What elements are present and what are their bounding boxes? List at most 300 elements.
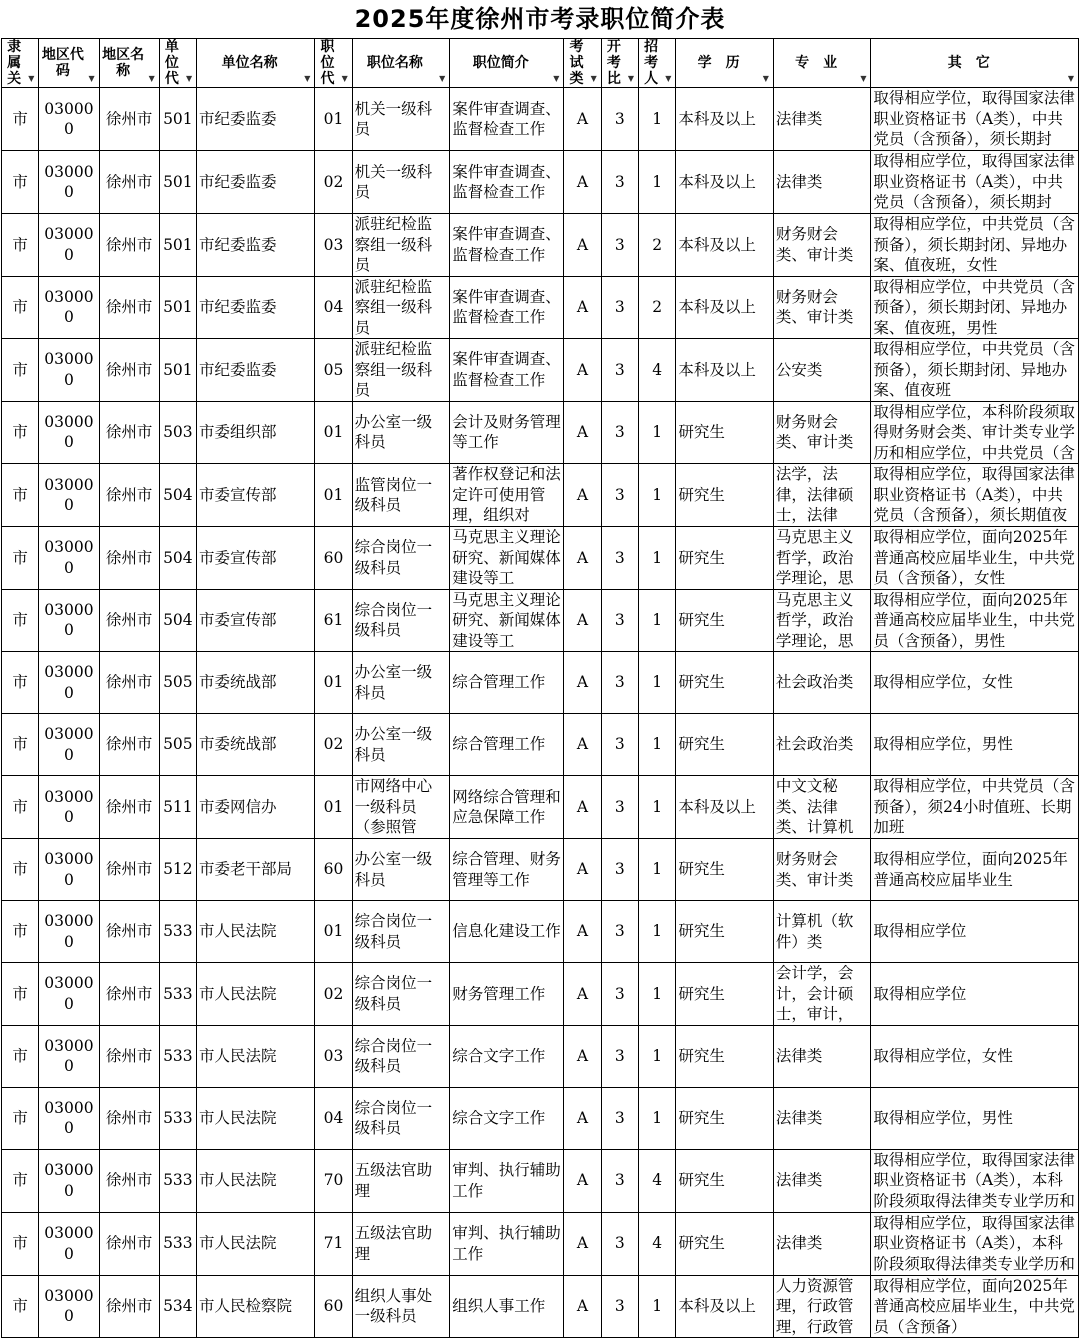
column-header-label: 考试类 bbox=[569, 39, 584, 87]
cell-area_code bbox=[39, 214, 99, 277]
cell-pos_name bbox=[352, 714, 450, 776]
cell-count bbox=[639, 1149, 676, 1212]
cell-count bbox=[639, 1087, 676, 1149]
cell-ratio bbox=[601, 963, 638, 1026]
cell-text: 030000 bbox=[44, 1286, 94, 1326]
cell-text: 505 bbox=[163, 673, 193, 692]
cell-text: 派驻纪检监察组一级科员 bbox=[354, 215, 433, 274]
cell-text: 徐州市 bbox=[105, 984, 153, 1003]
cell-unit_name bbox=[197, 776, 315, 839]
cell-ratio bbox=[601, 276, 638, 339]
column-header-count[interactable] bbox=[639, 39, 676, 88]
filter-dropdown-icon[interactable]: ▼ bbox=[341, 73, 348, 83]
filter-dropdown-icon[interactable]: ▼ bbox=[148, 73, 155, 83]
cell-area_name bbox=[99, 1212, 159, 1275]
cell-area_name bbox=[99, 1087, 159, 1149]
cell-text: 市委宣传部 bbox=[199, 611, 277, 629]
cell-text: 市人民法院 bbox=[199, 1171, 277, 1190]
cell-text: 03 bbox=[323, 235, 344, 254]
cell-text: 3 bbox=[614, 360, 625, 379]
cell-area_code bbox=[39, 589, 99, 652]
cell-text: 研究生 bbox=[678, 1108, 725, 1127]
cell-pos_code bbox=[315, 1025, 352, 1087]
cell-text: 市委统战部 bbox=[199, 735, 277, 754]
cell-ratio bbox=[601, 151, 638, 214]
cell-text: 1 bbox=[652, 548, 663, 567]
cell-text: 市 bbox=[12, 548, 28, 567]
cell-area_name bbox=[99, 589, 159, 652]
cell-ratio bbox=[601, 714, 638, 776]
column-header-label: 职位代 bbox=[320, 39, 335, 87]
cell-education bbox=[676, 401, 774, 464]
cell-major bbox=[773, 776, 871, 839]
cell-major bbox=[773, 1149, 871, 1212]
cell-text: 02 bbox=[323, 172, 344, 191]
cell-major bbox=[773, 527, 871, 590]
cell-area_code bbox=[39, 527, 99, 590]
cell-text: 研究生 bbox=[678, 922, 725, 941]
cell-text: 会计学，会计，会计硕士，审计， bbox=[775, 964, 854, 1023]
cell-text: 030000 bbox=[44, 663, 94, 702]
cell-pos_code bbox=[315, 1087, 352, 1149]
cell-level bbox=[2, 901, 39, 963]
cell-text: 办公室一级科员 bbox=[354, 412, 433, 452]
cell-text: 本科及以上 bbox=[678, 172, 756, 191]
cell-pos_desc bbox=[450, 652, 564, 714]
cell-text: 030000 bbox=[44, 287, 94, 327]
cell-text: 监管岗位一级科员 bbox=[354, 475, 433, 514]
cell-text: 市委网信办 bbox=[199, 797, 277, 816]
cell-text: 市 bbox=[12, 984, 28, 1003]
table-row bbox=[2, 1149, 1079, 1212]
cell-text: 市人民法院 bbox=[199, 1234, 277, 1253]
cell-unit_name bbox=[197, 464, 315, 527]
cell-text: 案件审查调查、监督检查工作 bbox=[452, 99, 561, 138]
cell-text: 3 bbox=[614, 423, 625, 441]
cell-text: 02 bbox=[323, 984, 344, 1003]
cell-pos_desc bbox=[450, 901, 564, 963]
filter-dropdown-icon[interactable]: ▼ bbox=[627, 73, 635, 83]
cell-text: 综合文字工作 bbox=[452, 1046, 546, 1065]
column-header-area_name[interactable] bbox=[99, 39, 159, 88]
cell-pos_desc bbox=[450, 1025, 564, 1087]
cell-area_code bbox=[39, 276, 99, 339]
cell-text: 研究生 bbox=[678, 984, 725, 1003]
cell-text: 030000 bbox=[44, 725, 94, 764]
cell-area_name bbox=[99, 88, 159, 151]
cell-pos_desc bbox=[450, 1275, 564, 1338]
cell-text: 取得相应学位，中共党员（含预备），须长期封闭、异地办案、值夜班 bbox=[873, 340, 1075, 399]
cell-pos_code bbox=[315, 151, 352, 214]
column-header-pos_name[interactable] bbox=[352, 39, 450, 88]
cell-text: 1 bbox=[652, 1046, 663, 1065]
cell-text: 社会政治类 bbox=[775, 673, 854, 692]
cell-text: 人力资源管理，行政管理，行政管 bbox=[775, 1276, 854, 1336]
cell-area_name bbox=[99, 776, 159, 839]
cell-area_name bbox=[99, 1275, 159, 1338]
cell-exam_type bbox=[564, 652, 601, 714]
cell-pos_desc bbox=[450, 214, 564, 277]
column-header-label: 职位简介 bbox=[472, 55, 529, 71]
filter-dropdown-icon[interactable]: ▼ bbox=[860, 73, 867, 83]
cell-text: 网络综合管理和应急保障工作 bbox=[452, 787, 561, 826]
column-header-other[interactable] bbox=[871, 39, 1079, 88]
cell-unit_code bbox=[159, 1275, 196, 1338]
cell-unit_name bbox=[197, 901, 315, 963]
cell-unit_code bbox=[159, 589, 196, 652]
cell-major bbox=[773, 589, 871, 652]
cell-text: 取得相应学位 bbox=[873, 922, 967, 941]
cell-text: 机关一级科员 bbox=[354, 99, 433, 138]
cell-pos_code bbox=[315, 963, 352, 1026]
cell-text: 徐州市 bbox=[105, 922, 153, 941]
cell-text: 研究生 bbox=[678, 423, 725, 441]
cell-text: 研究生 bbox=[678, 1234, 725, 1253]
cell-pos_code bbox=[315, 589, 352, 652]
cell-text: 法律类 bbox=[775, 1046, 823, 1065]
cell-pos_name bbox=[352, 1275, 450, 1338]
column-header-label: 其 它 bbox=[947, 55, 990, 71]
cell-level bbox=[2, 339, 39, 402]
cell-area_code bbox=[39, 963, 99, 1026]
cell-pos_name bbox=[352, 839, 450, 901]
cell-text: 财务财会类、审计类 bbox=[775, 412, 854, 452]
cell-text: 1 bbox=[652, 1108, 663, 1127]
table-row bbox=[2, 1087, 1079, 1149]
cell-area_code bbox=[39, 1275, 99, 1338]
cell-level bbox=[2, 776, 39, 839]
cell-unit_code bbox=[159, 1149, 196, 1212]
cell-unit_code bbox=[159, 151, 196, 214]
cell-other bbox=[871, 1212, 1079, 1275]
cell-pos_code bbox=[315, 1212, 352, 1275]
cell-unit_name bbox=[197, 214, 315, 277]
cell-pos_name bbox=[352, 276, 450, 339]
cell-text: 503 bbox=[163, 423, 193, 441]
cell-area_name bbox=[99, 714, 159, 776]
cell-text: 五级法官助理 bbox=[354, 1224, 433, 1263]
cell-text: 法律类 bbox=[775, 1108, 823, 1127]
cell-text: 研究生 bbox=[678, 485, 725, 504]
cell-text: 取得相应学位，取得国家法律职业资格证书（A类），本科阶段须取得法律类专业学历和 bbox=[873, 1150, 1075, 1210]
cell-level bbox=[2, 589, 39, 652]
cell-other bbox=[871, 88, 1079, 151]
cell-major bbox=[773, 214, 871, 277]
cell-text: 3 bbox=[614, 172, 625, 191]
cell-text: 1 bbox=[652, 172, 663, 191]
cell-ratio bbox=[601, 464, 638, 527]
cell-text: A bbox=[576, 548, 589, 567]
cell-text: 501 bbox=[163, 172, 193, 191]
table-row bbox=[2, 963, 1079, 1026]
cell-text: 研究生 bbox=[678, 1046, 725, 1065]
cell-area_name bbox=[99, 1149, 159, 1212]
cell-count bbox=[639, 839, 676, 901]
cell-text: 徐州市 bbox=[105, 673, 153, 692]
cell-text: 徐州市 bbox=[105, 235, 153, 254]
cell-pos_code bbox=[315, 527, 352, 590]
cell-other bbox=[871, 1275, 1079, 1338]
cell-text: 1 bbox=[652, 1297, 663, 1315]
cell-other bbox=[871, 652, 1079, 714]
cell-text: 030000 bbox=[44, 850, 94, 889]
cell-other bbox=[871, 1149, 1079, 1212]
cell-ratio bbox=[601, 1275, 638, 1338]
cell-education bbox=[676, 963, 774, 1026]
cell-text: 3 bbox=[614, 235, 625, 254]
filter-dropdown-icon[interactable]: ▼ bbox=[590, 73, 597, 83]
cell-pos_desc bbox=[450, 276, 564, 339]
cell-ratio bbox=[601, 401, 638, 464]
filter-dropdown-icon[interactable]: ▼ bbox=[28, 73, 35, 83]
cell-text: 信息化建设工作 bbox=[452, 922, 561, 941]
cell-other bbox=[871, 214, 1079, 277]
cell-exam_type bbox=[564, 401, 601, 464]
table-row bbox=[2, 714, 1079, 776]
table-row bbox=[2, 151, 1079, 214]
cell-text: 综合管理、财务管理等工作 bbox=[452, 850, 561, 889]
cell-pos_desc bbox=[450, 963, 564, 1026]
cell-text: A bbox=[576, 172, 589, 191]
cell-exam_type bbox=[564, 776, 601, 839]
table-row bbox=[2, 88, 1079, 151]
cell-text: 市人民法院 bbox=[199, 1046, 277, 1065]
cell-pos_code bbox=[315, 714, 352, 776]
cell-count bbox=[639, 1025, 676, 1087]
cell-text: 会计及财务管理等工作 bbox=[452, 412, 561, 452]
column-header-pos_code[interactable] bbox=[315, 39, 352, 88]
cell-text: 1 bbox=[652, 423, 663, 441]
cell-text: 3 bbox=[614, 1108, 625, 1127]
cell-text: 取得相应学位，面向2025年普通高校应届毕业生，中共党员（含预备），男性 bbox=[873, 590, 1075, 650]
cell-exam_type bbox=[564, 901, 601, 963]
cell-pos_code bbox=[315, 901, 352, 963]
cell-unit_code bbox=[159, 401, 196, 464]
cell-pos_name bbox=[352, 1025, 450, 1087]
cell-text: A bbox=[576, 423, 589, 441]
cell-education bbox=[676, 214, 774, 277]
filter-dropdown-icon[interactable]: ▼ bbox=[665, 73, 672, 83]
cell-text: 市网络中心一级科员（参照管 bbox=[354, 777, 433, 837]
table-row bbox=[2, 401, 1079, 464]
cell-major bbox=[773, 1212, 871, 1275]
cell-text: 511 bbox=[163, 797, 193, 816]
column-header-pos_desc[interactable] bbox=[450, 39, 564, 88]
cell-pos_code bbox=[315, 88, 352, 151]
cell-text: 3 bbox=[614, 1171, 625, 1190]
cell-text: 市 bbox=[12, 485, 28, 504]
cell-unit_name bbox=[197, 401, 315, 464]
cell-text: 公安类 bbox=[775, 360, 823, 379]
cell-unit_name bbox=[197, 88, 315, 151]
positions-table bbox=[1, 38, 1079, 1338]
cell-text: 030000 bbox=[44, 1036, 94, 1075]
cell-area_code bbox=[39, 901, 99, 963]
cell-text: 1 bbox=[652, 984, 663, 1003]
cell-level bbox=[2, 401, 39, 464]
cell-text: A bbox=[576, 298, 589, 316]
filter-dropdown-icon[interactable]: ▼ bbox=[439, 73, 446, 83]
cell-area_code bbox=[39, 1087, 99, 1149]
cell-text: 取得相应学位，取得国家法律职业资格证书（A类），本科阶段须取得法律类专业学历和 bbox=[873, 1213, 1075, 1273]
cell-count bbox=[639, 527, 676, 590]
cell-level bbox=[2, 963, 39, 1026]
cell-exam_type bbox=[564, 1149, 601, 1212]
cell-text: 综合管理工作 bbox=[452, 673, 546, 692]
cell-text: 市 bbox=[12, 1234, 28, 1253]
cell-text: A bbox=[576, 1234, 589, 1253]
table-row bbox=[2, 776, 1079, 839]
cell-level bbox=[2, 1149, 39, 1212]
cell-pos_desc bbox=[450, 339, 564, 402]
cell-pos_name bbox=[352, 339, 450, 402]
cell-text: 1 bbox=[652, 860, 663, 879]
cell-text: 研究生 bbox=[678, 860, 725, 879]
cell-ratio bbox=[601, 776, 638, 839]
column-header-label: 开考比 bbox=[606, 39, 621, 87]
cell-area_name bbox=[99, 339, 159, 402]
cell-unit_name bbox=[197, 1149, 315, 1212]
cell-unit_name bbox=[197, 652, 315, 714]
column-header-education[interactable] bbox=[676, 39, 774, 88]
cell-pos_code bbox=[315, 1275, 352, 1338]
column-header-exam_type[interactable] bbox=[564, 39, 601, 88]
filter-dropdown-icon[interactable]: ▼ bbox=[304, 73, 311, 83]
cell-text: 市委宣传部 bbox=[199, 485, 277, 504]
cell-text: 1 bbox=[652, 735, 663, 754]
cell-text: 徐州市 bbox=[105, 548, 153, 567]
cell-other bbox=[871, 464, 1079, 527]
cell-ratio bbox=[601, 1087, 638, 1149]
cell-text: 综合岗位一级科员 bbox=[354, 538, 433, 577]
cell-text: 030000 bbox=[44, 225, 94, 264]
cell-count bbox=[639, 151, 676, 214]
cell-level bbox=[2, 1087, 39, 1149]
cell-text: 综合岗位一级科员 bbox=[354, 974, 433, 1013]
cell-text: 01 bbox=[323, 423, 344, 441]
cell-area_name bbox=[99, 901, 159, 963]
cell-text: 533 bbox=[163, 984, 193, 1003]
cell-level bbox=[2, 276, 39, 339]
cell-text: A bbox=[576, 1108, 589, 1127]
cell-unit_name bbox=[197, 963, 315, 1026]
cell-ratio bbox=[601, 214, 638, 277]
cell-text: 04 bbox=[323, 298, 344, 316]
cell-text: 办公室一级科员 bbox=[354, 850, 433, 889]
cell-text: 徐州市 bbox=[105, 1234, 153, 1253]
column-header-area_code[interactable] bbox=[39, 39, 99, 88]
column-header-unit_code[interactable] bbox=[159, 39, 196, 88]
cell-text: 市 bbox=[12, 1046, 28, 1065]
cell-text: 533 bbox=[163, 1234, 193, 1253]
cell-text: 030000 bbox=[44, 1161, 94, 1200]
cell-education bbox=[676, 151, 774, 214]
cell-pos_name bbox=[352, 464, 450, 527]
cell-education bbox=[676, 1275, 774, 1338]
cell-text: 534 bbox=[163, 1297, 193, 1315]
cell-unit_name bbox=[197, 527, 315, 590]
cell-text: 案件审查调查、监督检查工作 bbox=[452, 287, 561, 327]
cell-area_name bbox=[99, 151, 159, 214]
cell-count bbox=[639, 589, 676, 652]
cell-pos_name bbox=[352, 214, 450, 277]
cell-education bbox=[676, 527, 774, 590]
cell-level bbox=[2, 214, 39, 277]
cell-area_code bbox=[39, 151, 99, 214]
cell-text: 徐州市 bbox=[105, 423, 153, 441]
cell-area_code bbox=[39, 1149, 99, 1212]
cell-education bbox=[676, 839, 774, 901]
cell-pos_name bbox=[352, 1149, 450, 1212]
cell-pos_name bbox=[352, 963, 450, 1026]
table-row bbox=[2, 1275, 1079, 1338]
column-header-ratio[interactable] bbox=[601, 39, 638, 88]
cell-text: 取得相应学位，取得国家法律职业资格证书（A类），中共党员（含预备），须长期封 bbox=[873, 89, 1075, 148]
cell-text: 1 bbox=[652, 109, 663, 128]
cell-text: 财务财会类、审计类 bbox=[775, 850, 854, 889]
column-header-unit_name[interactable] bbox=[197, 39, 315, 88]
cell-major bbox=[773, 1025, 871, 1087]
cell-text: A bbox=[576, 797, 589, 816]
filter-dropdown-icon[interactable]: ▼ bbox=[553, 73, 560, 83]
cell-text: 综合岗位一级科员 bbox=[354, 600, 433, 640]
column-header-major[interactable] bbox=[773, 39, 871, 88]
cell-text: 徐州市 bbox=[105, 1171, 153, 1190]
cell-area_name bbox=[99, 963, 159, 1026]
cell-unit_code bbox=[159, 963, 196, 1026]
cell-text: 市人民法院 bbox=[199, 984, 277, 1003]
cell-text: 3 bbox=[614, 1297, 625, 1315]
column-header-label: 地区名称 bbox=[102, 47, 145, 79]
cell-text: 1 bbox=[652, 485, 663, 504]
cell-text: 派驻纪检监察组一级科员 bbox=[354, 277, 433, 337]
cell-pos_desc bbox=[450, 1087, 564, 1149]
cell-text: 本科及以上 bbox=[678, 235, 756, 254]
filter-dropdown-icon[interactable]: ▼ bbox=[185, 73, 193, 83]
column-header-level[interactable] bbox=[2, 39, 39, 88]
cell-pos_code bbox=[315, 401, 352, 464]
cell-text: 71 bbox=[323, 1234, 344, 1253]
cell-education bbox=[676, 1087, 774, 1149]
cell-pos_name bbox=[352, 527, 450, 590]
cell-ratio bbox=[601, 901, 638, 963]
cell-text: A bbox=[576, 1046, 589, 1065]
cell-count bbox=[639, 901, 676, 963]
cell-unit_code bbox=[159, 527, 196, 590]
cell-text: 60 bbox=[323, 860, 344, 879]
cell-text: 1 bbox=[652, 797, 663, 816]
cell-text: 1 bbox=[652, 922, 663, 941]
cell-area_code bbox=[39, 714, 99, 776]
table-header bbox=[2, 39, 1079, 88]
filter-dropdown-icon[interactable]: ▼ bbox=[1067, 73, 1075, 83]
cell-text: 办公室一级科员 bbox=[354, 725, 433, 764]
cell-pos_name bbox=[352, 1087, 450, 1149]
column-header-label: 隶属关 bbox=[7, 39, 22, 87]
cell-other bbox=[871, 589, 1079, 652]
cell-text: 3 bbox=[614, 485, 625, 504]
filter-dropdown-icon[interactable]: ▼ bbox=[762, 73, 769, 83]
cell-count bbox=[639, 401, 676, 464]
cell-exam_type bbox=[564, 464, 601, 527]
cell-pos_code bbox=[315, 339, 352, 402]
cell-education bbox=[676, 276, 774, 339]
cell-text: 徐州市 bbox=[105, 797, 153, 816]
column-header-label: 单位名称 bbox=[221, 55, 278, 71]
filter-dropdown-icon[interactable]: ▼ bbox=[88, 73, 95, 83]
cell-education bbox=[676, 1149, 774, 1212]
cell-text: 01 bbox=[323, 797, 344, 816]
